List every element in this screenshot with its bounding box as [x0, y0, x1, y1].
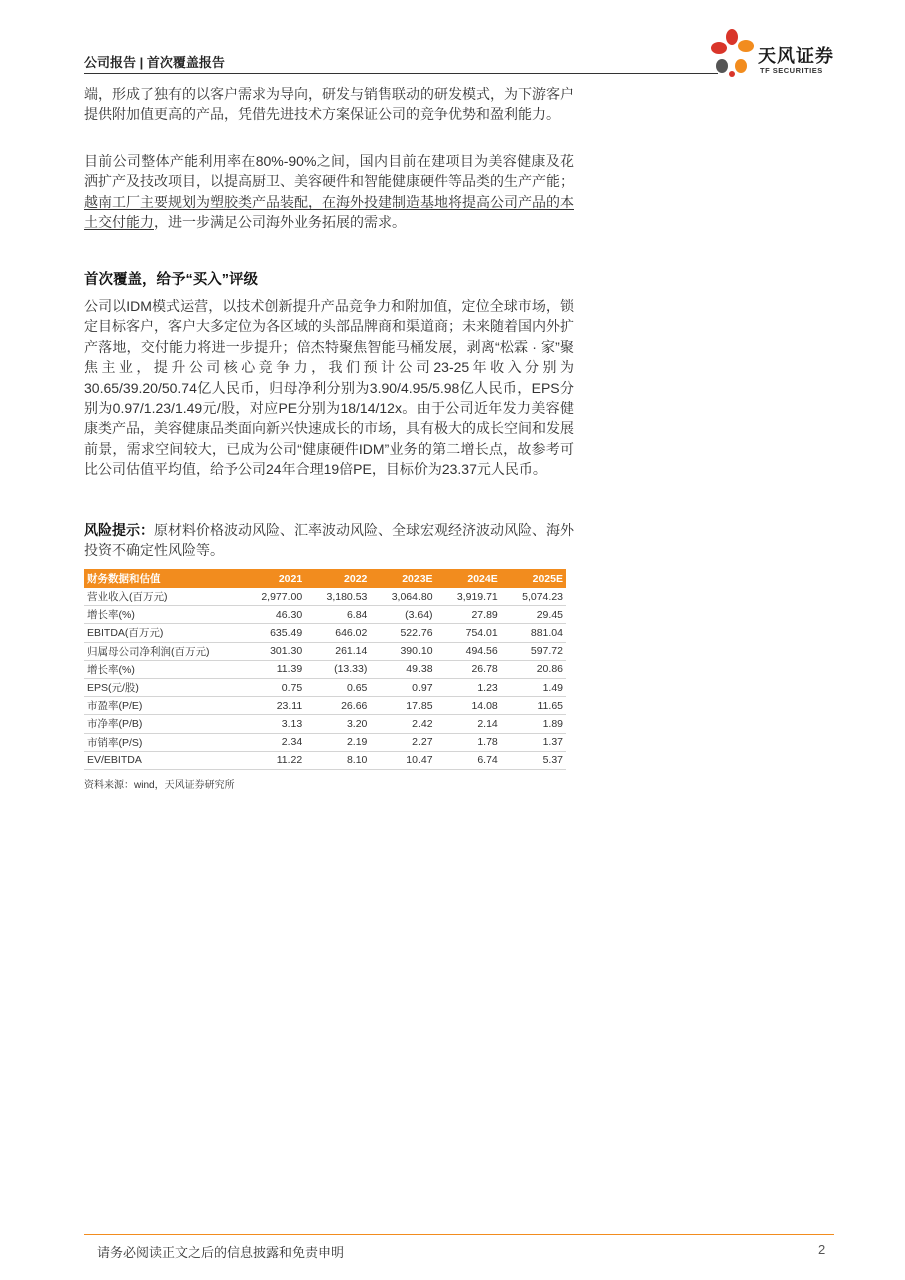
table-header-cell: 2024E: [436, 569, 501, 588]
table-cell: 494.56: [436, 642, 501, 660]
table-cell: 1.23: [436, 678, 501, 696]
table-cell: 29.45: [501, 606, 566, 624]
risk-text: 原材料价格波动风险、汇率波动风险、全球宏观经济波动风险、海外投资不确定性风险等。: [84, 522, 574, 559]
table-cell: 10.47: [370, 751, 435, 769]
table-cell: 390.10: [370, 642, 435, 660]
table-cell: 26.66: [305, 697, 370, 715]
table-row: [84, 660, 566, 678]
table-cell: 2.14: [436, 715, 501, 733]
capacity-text: 目前公司整体产能利用率在80%-90%之间，国内目前在建项目为美容健康及花洒扩产及技改项目，以提高厨卫、美容硬件和智能健康硬件等品类的生产产能；: [84, 153, 574, 190]
table-cell: 1.89: [501, 715, 566, 733]
table-row: [84, 697, 566, 715]
table-row: [84, 624, 566, 642]
table-cell: 2.19: [305, 733, 370, 751]
table-cell: (13.33): [305, 660, 370, 678]
table-row: [84, 606, 566, 624]
table-cell: 1.37: [501, 733, 566, 751]
table-cell: 2.27: [370, 733, 435, 751]
table-cell: 3.13: [240, 715, 305, 733]
paragraph-capacity: [84, 151, 574, 233]
table-cell: 46.30: [240, 606, 305, 624]
table-header-cell: 2021: [240, 569, 305, 588]
table-cell: EV/EBITDA: [84, 751, 240, 769]
table-row: [84, 733, 566, 751]
table-cell: 3.20: [305, 715, 370, 733]
table-cell: 5.37: [501, 751, 566, 769]
table-cell: EBITDA(百万元): [84, 624, 240, 642]
table-row: [84, 588, 566, 606]
table-cell: 261.14: [305, 642, 370, 660]
table-cell: 6.74: [436, 751, 501, 769]
table-cell: 26.78: [436, 660, 501, 678]
paragraph-valuation: 公司以IDM模式运营，以技术创新提升产品竞争力和附加值，定位全球市场，锁定目标客户，客户大多定位为各区域的头部品牌商和渠道商；未来随着国内外扩产落地，交付能力将进一步提升；倍杰特聚焦智能马桶发展，剥离“松霖 · 家”聚焦主业，提升公司核心竞争力，我们预计公司23-25年收入分别为30.65/39.20/50.74亿人民币，归母净利分别为3.90/4.95/5.98亿人民币，EPS分别为0.97/1.23/1.49元/股，对应PE分别为18/14/12x。由于公司近年发力美容健康类产品，美容健康品类面向新兴快速成长的市场，具有极大的成长空间和发展前景，需求空间较大，已成为公司“健康硬件IDM”业务的第二增长点，故参考可比公司估值平均值，给予公司24年合理19倍PE，目标价为23.37元人民币。: [84, 298, 574, 478]
table-cell: 881.04: [501, 624, 566, 642]
table-header-cell: 财务数据和估值: [84, 569, 240, 588]
footer-divider: [84, 1234, 834, 1235]
table-cell: 597.72: [501, 642, 566, 660]
table-cell: (3.64): [370, 606, 435, 624]
capacity-underlined-text: 越南工厂主要规划为塑胶类产品装配，在海外投建制造基地将提高公司产品的本土交付能力: [84, 193, 574, 231]
table-header-cell: 2022: [305, 569, 370, 588]
table-row: [84, 642, 566, 660]
table-cell: 6.84: [305, 606, 370, 624]
table-cell: 301.30: [240, 642, 305, 660]
logo-text-en: TF SECURITIES: [760, 66, 823, 75]
table-cell: 归属母公司净利润(百万元): [84, 642, 240, 660]
table-cell: 11.65: [501, 697, 566, 715]
table-cell: 0.75: [240, 678, 305, 696]
table-row: [84, 751, 566, 769]
table-cell: 17.85: [370, 697, 435, 715]
table-cell: 1.78: [436, 733, 501, 751]
table-cell: 2,977.00: [240, 588, 305, 606]
table-cell: 市净率(P/B): [84, 715, 240, 733]
flower-logo-icon: [710, 28, 756, 78]
section-heading: 首次覆盖，给予“买入”评级: [84, 272, 258, 288]
table-row: [84, 678, 566, 696]
table-cell: 3,064.80: [370, 588, 435, 606]
table-header-cell: 2025E: [501, 569, 566, 588]
financial-table: [84, 569, 566, 770]
table-cell: 0.65: [305, 678, 370, 696]
table-cell: 市盈率(P/E): [84, 697, 240, 715]
table-row: [84, 715, 566, 733]
header-divider: [84, 73, 718, 74]
logo-text-cn: 天风证券: [758, 46, 834, 66]
table-cell: 754.01: [436, 624, 501, 642]
page-number: 2: [818, 1242, 826, 1257]
table-cell: 27.89: [436, 606, 501, 624]
company-logo: [710, 28, 840, 80]
table-header-row: [84, 569, 566, 588]
table-cell: 5,074.23: [501, 588, 566, 606]
table-cell: 0.97: [370, 678, 435, 696]
table-cell: 8.10: [305, 751, 370, 769]
table-cell: EPS(元/股): [84, 678, 240, 696]
table-cell: 11.39: [240, 660, 305, 678]
paragraph-risk: [84, 520, 574, 561]
table-cell: 49.38: [370, 660, 435, 678]
table-cell: 2.42: [370, 715, 435, 733]
capacity-text-end: ，进一步满足公司海外业务拓展的需求。: [154, 214, 406, 231]
table-cell: 20.86: [501, 660, 566, 678]
risk-label: 风险提示：: [84, 522, 154, 538]
paragraph-rd-model: 端，形成了独有的以客户需求为导向，研发与销售联动的研发模式，为下游客户提供附加值更高的产品，凭借先进技术方案保证公司的竞争优势和盈利能力。: [84, 86, 574, 123]
table-cell: 14.08: [436, 697, 501, 715]
table-cell: 2.34: [240, 733, 305, 751]
table-cell: 11.22: [240, 751, 305, 769]
table-cell: 635.49: [240, 624, 305, 642]
table-cell: 1.49: [501, 678, 566, 696]
table-header-cell: 2023E: [370, 569, 435, 588]
table-cell: 646.02: [305, 624, 370, 642]
table-cell: 增长率(%): [84, 660, 240, 678]
table-cell: 522.76: [370, 624, 435, 642]
table-cell: 市销率(P/S): [84, 733, 240, 751]
table-source-note: 资料来源：wind，天风证券研究所: [84, 780, 235, 791]
table-cell: 3,919.71: [436, 588, 501, 606]
table-cell: 23.11: [240, 697, 305, 715]
table-cell: 营业收入(百万元): [84, 588, 240, 606]
footer-disclaimer: 请务必阅读正文之后的信息披露和免责申明: [97, 1245, 345, 1260]
table-cell: 增长率(%): [84, 606, 240, 624]
table-cell: 3,180.53: [305, 588, 370, 606]
report-type-label: 公司报告 | 首次覆盖报告: [84, 55, 225, 70]
